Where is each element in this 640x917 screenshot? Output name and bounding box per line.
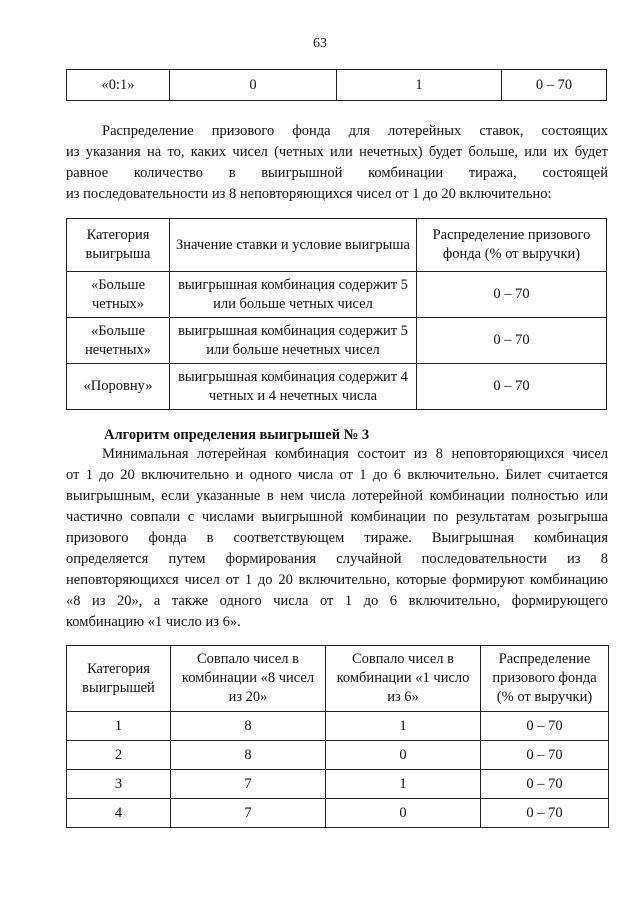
table-cell: 1 bbox=[326, 770, 481, 799]
text-line: из последовательности из 8 неповторяющихся чисел от 1 до 20 включительно: bbox=[66, 186, 552, 202]
column-header: Распределение призового фонда (% от выручки) bbox=[417, 219, 607, 272]
text-line: от 1 до 20 включительно и одного числа от 1 до 6 включительно. Билет считается bbox=[66, 467, 608, 483]
table-cell: 0 – 70 bbox=[417, 272, 607, 318]
table-row bbox=[67, 741, 609, 770]
table-row bbox=[67, 364, 607, 410]
top-table bbox=[66, 69, 607, 101]
table-cell: 2 bbox=[67, 741, 171, 770]
table-cell: 0 bbox=[326, 741, 481, 770]
table-cell: «Больше нечетных» bbox=[67, 318, 170, 364]
column-header: Категория выигрышей bbox=[67, 646, 171, 712]
text-line: равное количество в выигрышной комбинации тиража, состоящей bbox=[66, 165, 608, 181]
table-cell: 3 bbox=[67, 770, 171, 799]
table-cell: 1 bbox=[326, 712, 481, 741]
categories-table bbox=[66, 645, 609, 828]
table-cell: 0 – 70 bbox=[417, 318, 607, 364]
table-row bbox=[67, 799, 609, 828]
paragraph-prize-fund bbox=[66, 121, 608, 205]
text-line: из указания на то, каких чисел (четных или нечетных) будет больше, или их будет bbox=[66, 144, 608, 160]
table-header-row bbox=[67, 646, 609, 712]
table-cell: 0 bbox=[326, 799, 481, 828]
table-cell: выигрышная комбинация содержит 4 четных и 4 нечетных числа bbox=[170, 364, 417, 410]
column-header: Совпало чисел в комбинации «1 число из 6» bbox=[326, 646, 481, 712]
text-line: выигрышным, если указанные в нем числа лотерейной комбинации полностью или bbox=[66, 488, 608, 504]
table-row bbox=[67, 770, 609, 799]
table-cell: 0 – 70 bbox=[502, 70, 607, 101]
table-cell: «Больше четных» bbox=[67, 272, 170, 318]
parity-table bbox=[66, 218, 607, 410]
table-cell: 0 – 70 bbox=[481, 770, 609, 799]
table-row bbox=[67, 272, 607, 318]
table-cell: 4 bbox=[67, 799, 171, 828]
text-line: неповторяющихся чисел от 1 до 20 включительно, которые формируют комбинацию bbox=[66, 572, 608, 588]
column-header: Распределение призового фонда (% от выручки) bbox=[481, 646, 609, 712]
table-cell: 7 bbox=[171, 799, 326, 828]
table-cell: 0 bbox=[170, 70, 337, 101]
paragraph-algorithm bbox=[66, 444, 608, 633]
text-line: определяется путем формирования случайной последовательности из 8 bbox=[66, 551, 608, 567]
table-cell: выигрышная комбинация содержит 5 или больше четных чисел bbox=[170, 272, 417, 318]
table-cell: 0 – 70 bbox=[417, 364, 607, 410]
text-line: призового фонда в соответствующем тираже. Выигрышная комбинация bbox=[66, 530, 608, 546]
text-line: Распределение призового фонда для лотерейных ставок, состоящих bbox=[102, 123, 608, 139]
table-cell: «0:1» bbox=[67, 70, 170, 101]
table-cell: 0 – 70 bbox=[481, 712, 609, 741]
text-line: частично совпали с числами выигрышной комбинации по результатам розыгрыша bbox=[66, 509, 608, 525]
table-cell: 1 bbox=[67, 712, 171, 741]
text-line: «8 из 20», а также одного числа от 1 до 6 включительно, формирующего bbox=[66, 593, 608, 609]
page-number: 63 bbox=[313, 36, 327, 51]
column-header: Значение ставки и условие выигрыша bbox=[170, 219, 417, 272]
table-row bbox=[67, 70, 607, 101]
table-cell: «Поровну» bbox=[67, 364, 170, 410]
text-line: комбинацию «1 число из 6». bbox=[66, 614, 241, 630]
table-header-row bbox=[67, 219, 607, 272]
table-cell: выигрышная комбинация содержит 5 или больше нечетных чисел bbox=[170, 318, 417, 364]
table-cell: 8 bbox=[171, 712, 326, 741]
column-header: Совпало чисел в комбинации «8 чисел из 20» bbox=[171, 646, 326, 712]
table-row bbox=[67, 318, 607, 364]
table-cell: 1 bbox=[337, 70, 502, 101]
text-line: Минимальная лотерейная комбинация состоит из 8 неповторяющихся чисел bbox=[102, 446, 608, 462]
table-cell: 0 – 70 bbox=[481, 799, 609, 828]
column-header: Категория выигрыша bbox=[67, 219, 170, 272]
table-row bbox=[67, 712, 609, 741]
table-cell: 8 bbox=[171, 741, 326, 770]
section-heading: Алгоритм определения выигрышей № 3 bbox=[104, 427, 370, 443]
table-cell: 0 – 70 bbox=[481, 741, 609, 770]
table-cell: 7 bbox=[171, 770, 326, 799]
